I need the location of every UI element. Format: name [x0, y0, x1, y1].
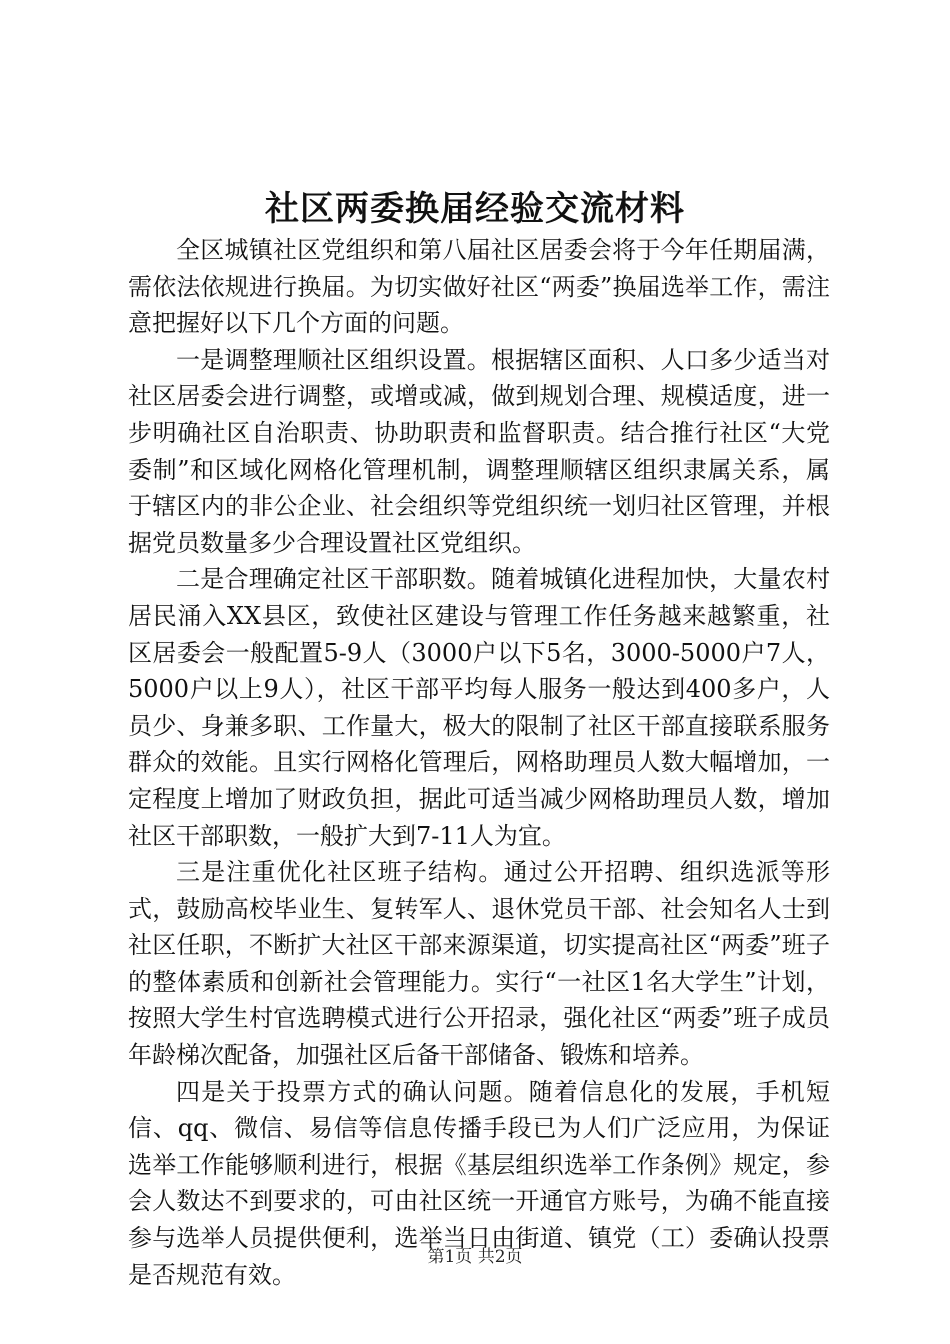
paragraph-point-3: 三是注重优化社区班子结构。通过公开招聘、组织选派等形式，鼓励高校毕业生、复转军人、退休党员干部、社会知名人士到社区任职，不断扩大社区干部来源渠道，切实提高社区“两委”班子的整体素质和创新社会管理能力。实行“一社区1名大学生”计划，按照大学生村官选聘模式进行公开招录，强化社区“两委”班子成员年龄梯次配备，加强社区后备干部储备、锻炼和培养。: [128, 858, 830, 1070]
paragraph-point-1: 一是调整理顺社区组织设置。根据辖区面积、人口多少适当对社区居委会进行调整，或增或减，做到规划合理、规模适度，进一步明确社区自治职责、协助职责和监督职责。结合推行社区“大党委制”和区域化网格化管理机制，调整理顺辖区组织隶属关系，属于辖区内的非公企业、社会组织等党组织统一划归社区管理，并根据党员数量多少合理设置社区党组织。: [128, 345, 830, 557]
page-number-footer: 第1页 共2页: [427, 1247, 523, 1267]
document-body: [128, 232, 830, 1293]
document-title: 社区两委换届经验交流材料: [265, 189, 685, 229]
paragraph-point-2: 二是合理确定社区干部职数。随着城镇化进程加快，大量农村居民涌入XX县区，致使社区建设与管理工作任务越来越繁重，社区居委会一般配置5-9人（3000户以下5名，3000-5000户7人，5000户以上9人），社区干部平均每人服务一般达到400多户，人员少、身兼多职、工作量大，极大的限制了社区干部直接联系服务群众的效能。且实行网格化管理后，网格助理员人数大幅增加，一定程度上增加了财政负担，据此可适当减少网格助理员人数，增加社区干部职数，一般扩大到7-11人为宜。: [128, 565, 830, 850]
paragraph-intro: 全区城镇社区党组织和第八届社区居委会将于今年任期届满，需依法依规进行换届。为切实做好社区“两委”换届选举工作，需注意把握好以下几个方面的问题。: [128, 236, 830, 338]
paragraph-point-4: 四是关于投票方式的确认问题。随着信息化的发展，手机短信、qq、微信、易信等信息传播手段已为人们广泛应用，为保证选举工作能够顺利进行，根据《基层组织选举工作条例》规定，参会人数达不到要求的，可由社区统一开通官方账号，为确不能直接参与选举人员提供便利，选举当日由街道、镇党（工）委确认投票是否规范有效。: [128, 1077, 830, 1289]
